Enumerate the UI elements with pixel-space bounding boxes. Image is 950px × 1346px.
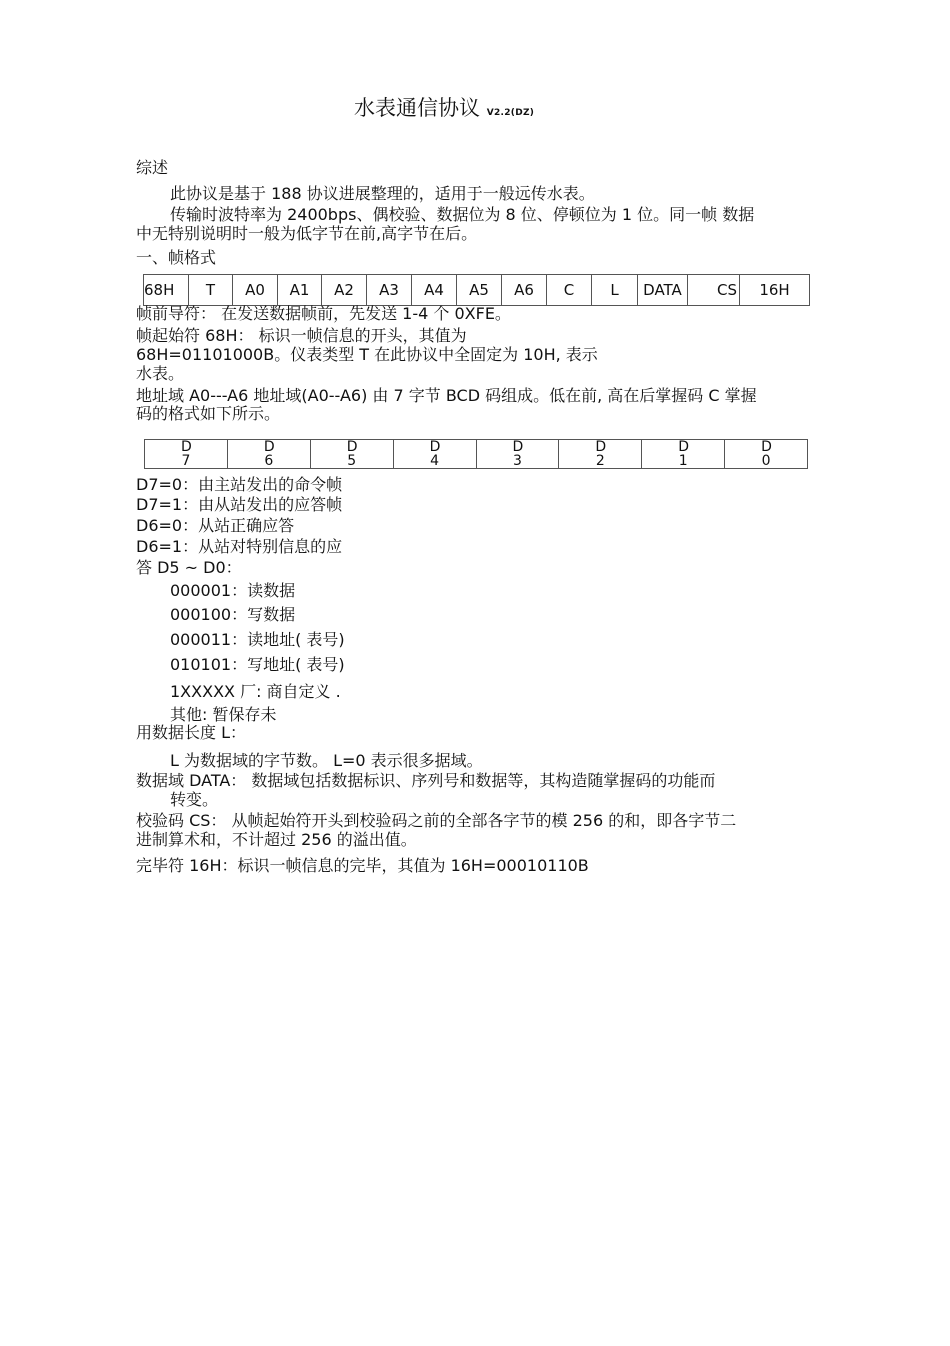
d7-0-desc: D7=0：由主站发出的命令帧 [136, 475, 343, 494]
frame-format-row [144, 275, 810, 306]
frame-cell: A0 [233, 275, 278, 306]
bit-cell: D2 [559, 440, 642, 469]
bit-cell: D3 [476, 440, 559, 469]
bit-cell: D0 [725, 440, 808, 469]
bit-cell: D4 [393, 440, 476, 469]
start-char-line-2: 68H=01101000B。仪表类型 T 在此协议中全固定为 10H, 表示 [136, 345, 598, 364]
address-line-2: 码的格式如下所示。 [136, 404, 281, 423]
checksum-line-1: 校验码 CS： 从帧起始符开头到校验码之前的全部各字节的模 256 的和，即各字节二 [136, 811, 737, 830]
frame-cell: A1 [278, 275, 322, 306]
frame-format-heading: 一、帧格式 [136, 248, 217, 267]
control-bits-row [145, 440, 808, 469]
document-title [354, 95, 534, 126]
bit-cell: D6 [227, 440, 310, 469]
frame-cell: A2 [322, 275, 367, 306]
control-bits-table [144, 439, 808, 469]
data-field-line-2: 转变。 [170, 790, 219, 809]
code-read-address: 000011：读地址( 表号) [170, 630, 345, 649]
code-vendor-defined: 1XXXXX 厂: 商自定义 . [170, 682, 341, 701]
d5-d0-heading: 答 D5 ~ D0： [136, 558, 242, 577]
frame-cell: A3 [367, 275, 412, 306]
address-line-1: 地址域 A0---A6 地址域(A0--A6) 由 7 字节 BCD 码组成。低在前, 高在后掌握码 C 掌握 [136, 386, 757, 405]
frame-format-table [143, 274, 810, 306]
overview-paragraph-2-cont: 中无特别说明时一般为低字节在前,高字节在后。 [136, 224, 478, 243]
frame-cell: A5 [457, 275, 502, 306]
end-char-text: 完毕符 16H：标识一帧信息的完毕，其值为 16H=00010110B [136, 856, 589, 875]
bit-cell: D7 [145, 440, 228, 469]
frame-cell: L [592, 275, 638, 306]
bit-cell: D1 [642, 440, 725, 469]
data-field-line-1: 数据域 DATA： 数据域包括数据标识、序列号和数据等，其构造随掌握码的功能而 [136, 771, 716, 790]
d6-1-desc: D6=1：从站对特别信息的应 [136, 537, 343, 556]
start-char-line-1: 帧起始符 68H： 标识一帧信息的开头，其值为 [136, 326, 467, 345]
frame-cell: A4 [412, 275, 457, 306]
start-char-line-3: 水表。 [136, 364, 185, 383]
preamble-text: 帧前导符： 在发送数据帧前，先发送 1-4 个 0XFE。 [136, 304, 511, 323]
overview-paragraph-2: 传输时波特率为 2400bps、偶校验、数据位为 8 位、停顿位为 1 位。同一帧 数据 [170, 205, 755, 224]
bit-cell: D5 [310, 440, 393, 469]
d7-1-desc: D7=1：由从站发出的应答帧 [136, 495, 343, 514]
code-read-data: 000001：读数据 [170, 581, 296, 600]
version-label: V2.2(DZ) [486, 108, 535, 118]
d6-0-desc: D6=0：从站正确应答 [136, 516, 295, 535]
code-write-data: 000100：写数据 [170, 605, 296, 624]
frame-cell: A6 [502, 275, 547, 306]
title-text: 水表通信协议 [354, 96, 480, 120]
overview-paragraph-1: 此协议是基于 188 协议进展整理的，适用于一般远传水表。 [170, 184, 595, 203]
frame-cell: T [189, 275, 233, 306]
frame-cell: CS [688, 275, 740, 306]
length-heading: 用数据长度 L： [136, 723, 247, 742]
code-reserved: 其他: 暂保存未 [170, 705, 277, 724]
overview-heading: 综述 [136, 158, 169, 177]
checksum-line-2: 进制算术和，不计超过 256 的溢出值。 [136, 830, 417, 849]
length-desc: L 为数据域的字节数。 L=0 表示很多据域。 [170, 751, 483, 770]
frame-cell: 68H [144, 275, 189, 306]
frame-cell: C [547, 275, 592, 306]
frame-cell: 16H [740, 275, 810, 306]
frame-cell: DATA [638, 275, 688, 306]
code-write-address: 010101：写地址( 表号) [170, 655, 345, 674]
